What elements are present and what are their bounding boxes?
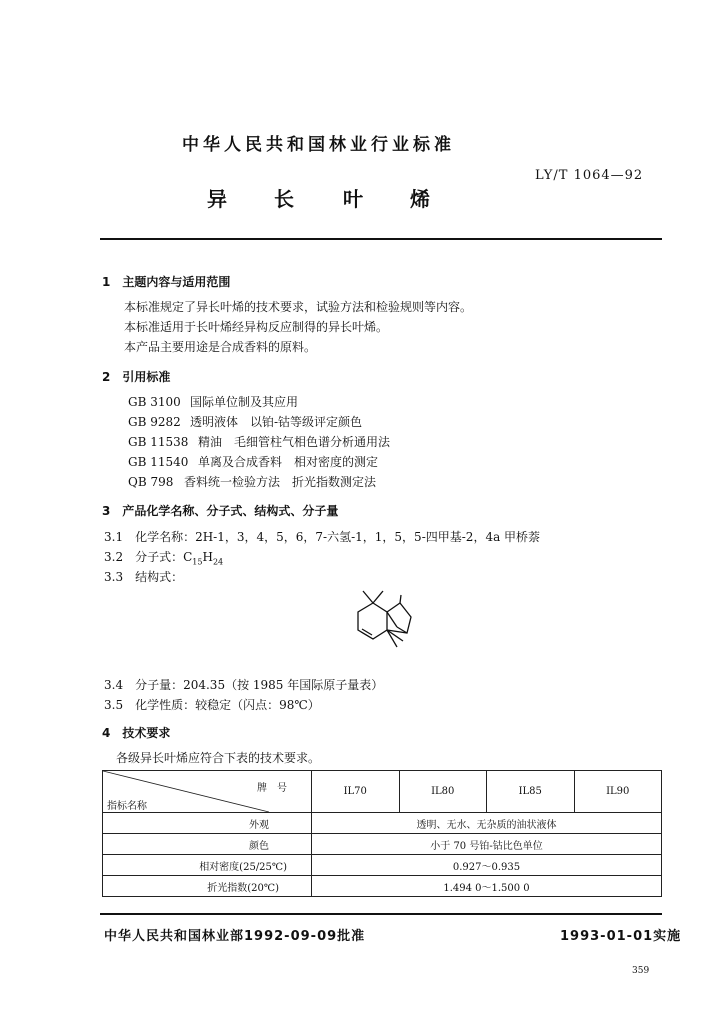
section-1-line-1: 本标准规定了异长叶烯的技术要求，试验方法和检验规则等内容。 bbox=[124, 300, 473, 314]
row-name: 折光指数(20℃) bbox=[103, 876, 312, 897]
title-char-3: 叶 bbox=[343, 187, 363, 211]
row-value: 0.927～0.935 bbox=[312, 855, 662, 876]
table-row bbox=[103, 834, 662, 855]
ref-item bbox=[128, 433, 390, 450]
title-char-4: 烯 bbox=[410, 187, 430, 211]
structural-formula-diagram bbox=[345, 585, 425, 665]
diagonal-header bbox=[103, 771, 311, 812]
ref-item bbox=[128, 393, 298, 410]
spec-table bbox=[102, 770, 662, 897]
row-name: 相对密度(25/25℃) bbox=[103, 855, 312, 876]
section-1-line-2: 本标准适用于长叶烯经异构反应制得的异长叶烯。 bbox=[124, 320, 389, 334]
ref-item bbox=[128, 453, 378, 470]
grade-il70: IL70 bbox=[312, 771, 400, 813]
table-row bbox=[103, 876, 662, 897]
ref-title: 单离及合成香料 相对密度的测定 bbox=[198, 455, 379, 469]
methyl-top-2 bbox=[373, 591, 383, 603]
footer-rule bbox=[100, 913, 662, 915]
ring-left bbox=[358, 603, 387, 639]
ref-code: GB 3100 bbox=[128, 395, 181, 409]
ref-title: 透明液体 以铂-钴等级评定颜色 bbox=[190, 415, 363, 429]
section-1-heading: 1 主题内容与适用范围 bbox=[102, 275, 231, 289]
structure-label: 3.3 结构式： bbox=[104, 570, 184, 584]
formula-h-count: 24 bbox=[212, 557, 224, 567]
title-char-2: 长 bbox=[274, 187, 294, 211]
diagonal-header-cell bbox=[103, 771, 312, 813]
row-name: 颜色 bbox=[103, 834, 312, 855]
title-char-1: 异 bbox=[207, 187, 227, 211]
effective-date: 1993-01-01实施 bbox=[560, 929, 682, 944]
row-value: 1.494 0～1.500 0 bbox=[312, 876, 662, 897]
page-number: 359 bbox=[632, 966, 650, 976]
section-1-line-3: 本产品主要用途是合成香料的原料。 bbox=[124, 340, 317, 354]
bridge-bond bbox=[387, 612, 397, 627]
row-value: 小于 70 号铂-钴比色单位 bbox=[312, 834, 662, 855]
ref-title: 国际单位制及其应用 bbox=[190, 395, 299, 409]
ref-item bbox=[128, 413, 362, 430]
methyl-bottom-1 bbox=[387, 630, 397, 647]
ref-code: GB 11538 bbox=[128, 435, 189, 449]
table-row bbox=[103, 813, 662, 834]
molecular-weight: 3.4 分子量：204.35（按 1985 年国际原子量表） bbox=[104, 678, 384, 692]
ref-code: GB 9282 bbox=[128, 415, 181, 429]
molecular-formula bbox=[104, 548, 223, 566]
table-row bbox=[103, 855, 662, 876]
section-3-heading: 3 产品化学名称、分子式、结构式、分子量 bbox=[102, 504, 339, 518]
row-value: 透明、无水、无杂质的油状液体 bbox=[312, 813, 662, 834]
methyl-top-1 bbox=[363, 591, 373, 603]
section-2-heading: 2 引用标准 bbox=[102, 370, 171, 384]
double-bond bbox=[361, 632, 373, 639]
chemical-name: 3.1 化学名称：2H-1，3，4，5，6，7-六氢-1，1，5，5-四甲基-2，4a 甲桥萘 bbox=[104, 530, 541, 544]
double-bond-inner bbox=[362, 629, 372, 635]
grade-il80: IL80 bbox=[399, 771, 487, 813]
standard-code: LY/T 1064—92 bbox=[535, 168, 644, 183]
table-header-row bbox=[103, 771, 662, 813]
ref-title: 精油 毛细管柱气相色谱分析通用法 bbox=[198, 435, 391, 449]
formula-c-count: 15 bbox=[192, 557, 203, 567]
grade-il85: IL85 bbox=[487, 771, 575, 813]
ref-code: GB 11540 bbox=[128, 455, 189, 469]
section-4-heading: 4 技术要求 bbox=[102, 726, 171, 740]
chemical-property: 3.5 化学性质：较稳定（闪点：98℃） bbox=[104, 698, 320, 712]
grade-il90: IL90 bbox=[574, 771, 662, 813]
ref-title: 香料统一检验方法 折光指数测定法 bbox=[184, 475, 377, 489]
ref-code: QB 798 bbox=[128, 475, 174, 489]
ref-item bbox=[128, 473, 376, 490]
formula-label: 3.2 分子式：C bbox=[104, 550, 193, 564]
methyl-top-3 bbox=[400, 595, 401, 603]
grade-label: 牌 号 bbox=[257, 783, 287, 794]
org-title: 中华人民共和国林业行业标准 bbox=[182, 135, 455, 155]
formula-h: H bbox=[202, 550, 213, 564]
index-label: 指标名称 bbox=[107, 801, 147, 812]
header-rule bbox=[100, 238, 662, 240]
table-intro: 各级异长叶烯应符合下表的技术要求。 bbox=[116, 751, 321, 765]
approval-text: 中华人民共和国林业部1992-09-09批准 bbox=[104, 929, 366, 944]
row-name: 外观 bbox=[103, 813, 312, 834]
